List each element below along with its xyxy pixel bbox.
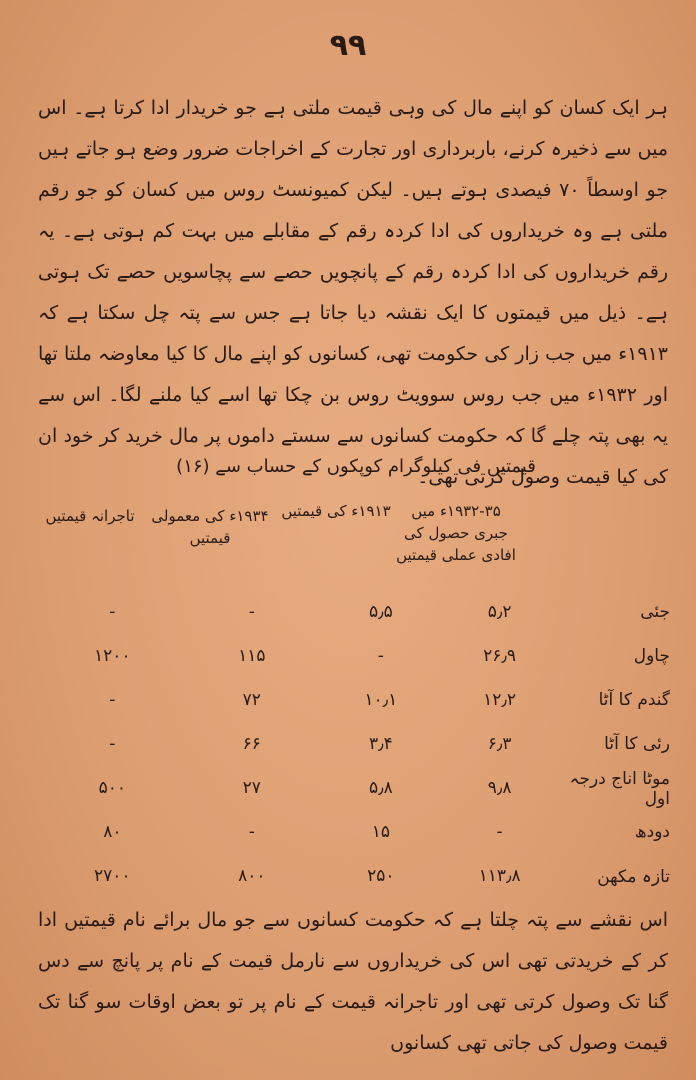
value-trade: -	[109, 734, 116, 754]
value-1932-35: ۲۵۰	[367, 866, 395, 886]
value-1913: ۹٫۸	[487, 778, 512, 798]
table-row	[40, 722, 670, 766]
value-1913: ۱۱۳٫۸	[478, 866, 521, 886]
value-1913: ۵٫۲	[487, 602, 512, 622]
value-1934: ۲۷	[242, 778, 261, 798]
item-name: چاول	[633, 646, 670, 666]
value-1932-35: ۱۵	[371, 822, 390, 842]
table-row	[40, 854, 670, 898]
value-1934: -	[248, 602, 255, 622]
header-trade: تاجرانہ قیمتیں	[45, 507, 135, 525]
header-1913: ۱۹۱۳ء کی قیمتیں	[281, 502, 391, 520]
item-name: جئی	[640, 602, 670, 622]
value-1934: -	[248, 822, 255, 842]
value-trade: ۱۲۰۰	[94, 646, 131, 666]
table-row	[40, 634, 670, 678]
value-trade: ۵۰۰	[98, 778, 127, 798]
item-name: دودھ	[634, 822, 670, 842]
value-trade: ۲۷۰۰	[94, 866, 131, 886]
paragraph-intro: ہر ایک کسان کو اپنے مال کی وہی قیمت ملتی ہے جو خریدار ادا کرتا ہے۔ اس میں سے ذخیرہ کرنے، باربرداری اور تجارت کے اخراجات ضرور وضع ہو جاتے ہیں جو اوسطاً ۷۰ فیصدی ہوتے ہیں۔ لیکن کمیونسٹ روس میں کسان کو جو رقم ملتی ہے وہ خریداروں کی ادا کردہ رقم کے مقابلے میں بہت کم ہوتی ہے۔ یہ رقم خریداروں کی ادا کردہ رقم کے پانچویں حصے سے پچاسویں حصے تک ہوتی ہے۔ ذیل میں قیمتوں کا ایک نقشہ دیا جاتا ہے جس سے پتہ چل سکتا ہے کہ ۱۹۱۳ء میں جب زار کی حکومت تھی، کسانوں کو اپنے مال کا کیا معاوضہ ملتا تھا اور ۱۹۳۲ء میں جب روس سوویٹ روس بن چکا تھا اسے کیا ملنے لگا۔ اس سے یہ بھی پتہ چلے گا کہ حکومت کسانوں سے سستے داموں پر مال خرید کر خود ان کی کیا قیمت وصول کرتی تھی۔	[38, 97, 669, 488]
value-trade: -	[109, 690, 116, 710]
value-1932-35: ۱۰٫۱	[364, 690, 398, 710]
value-1913: ۶٫۳	[487, 734, 512, 754]
table-row	[40, 766, 670, 810]
value-1932-35: ۵٫۸	[368, 778, 393, 798]
header-1932-35: ۱۹۳۲-۳۵ء میں جبری حصول کی افادی عملی قیمتیں	[396, 502, 516, 564]
value-trade: ۸۰	[103, 822, 122, 842]
value-1934: ۱۱۵	[238, 646, 266, 666]
value-1913: ۲۶٫۹	[483, 646, 517, 666]
value-1934: ۷۲	[242, 690, 261, 710]
table-row	[40, 678, 670, 722]
price-table	[40, 590, 670, 898]
value-1932-35: ۳٫۴	[368, 734, 393, 754]
header-1934-visible: ۱۹۳۴ء کی معمولی قیمتیں	[151, 507, 269, 547]
value-1932-35: ۵٫۵	[368, 602, 393, 622]
paragraph-conclusion: اس نقشے سے پتہ چلتا ہے کہ حکومت کسانوں سے جو مال برائے نام قیمتیں ادا کر کے خریدتی تھی اس کی خریداروں سے نارمل قیمت کے نام پر پانچ سے دس گنا تک وصول کرتی تھی اور تاجرانہ قیمت کے نام پر تو بعض اوقات سو گنا تک قیمت وصول کی جاتی تھی کسانوں	[38, 909, 668, 1054]
value-1934: ۸۰۰	[238, 866, 266, 886]
table-caption: قیمتیں فی کیلوگرام کوپکوں کے حساب سے (۱۶)	[176, 456, 536, 477]
page-number: ۹۹	[329, 28, 367, 63]
value-1932-35: -	[377, 646, 384, 666]
item-name: رئی کا آٹا	[604, 734, 670, 754]
value-trade: -	[109, 602, 116, 622]
table-row	[40, 810, 670, 854]
item-name: موٹا اناج درجہ اول	[569, 768, 670, 809]
table-row	[40, 590, 670, 634]
value-1913: ۱۲٫۲	[483, 690, 517, 710]
item-name: گندم کا آٹا	[598, 690, 670, 710]
value-1913: -	[496, 822, 503, 842]
value-1934: ۶۶	[242, 734, 261, 754]
item-name: تازہ مکھن	[597, 866, 670, 887]
